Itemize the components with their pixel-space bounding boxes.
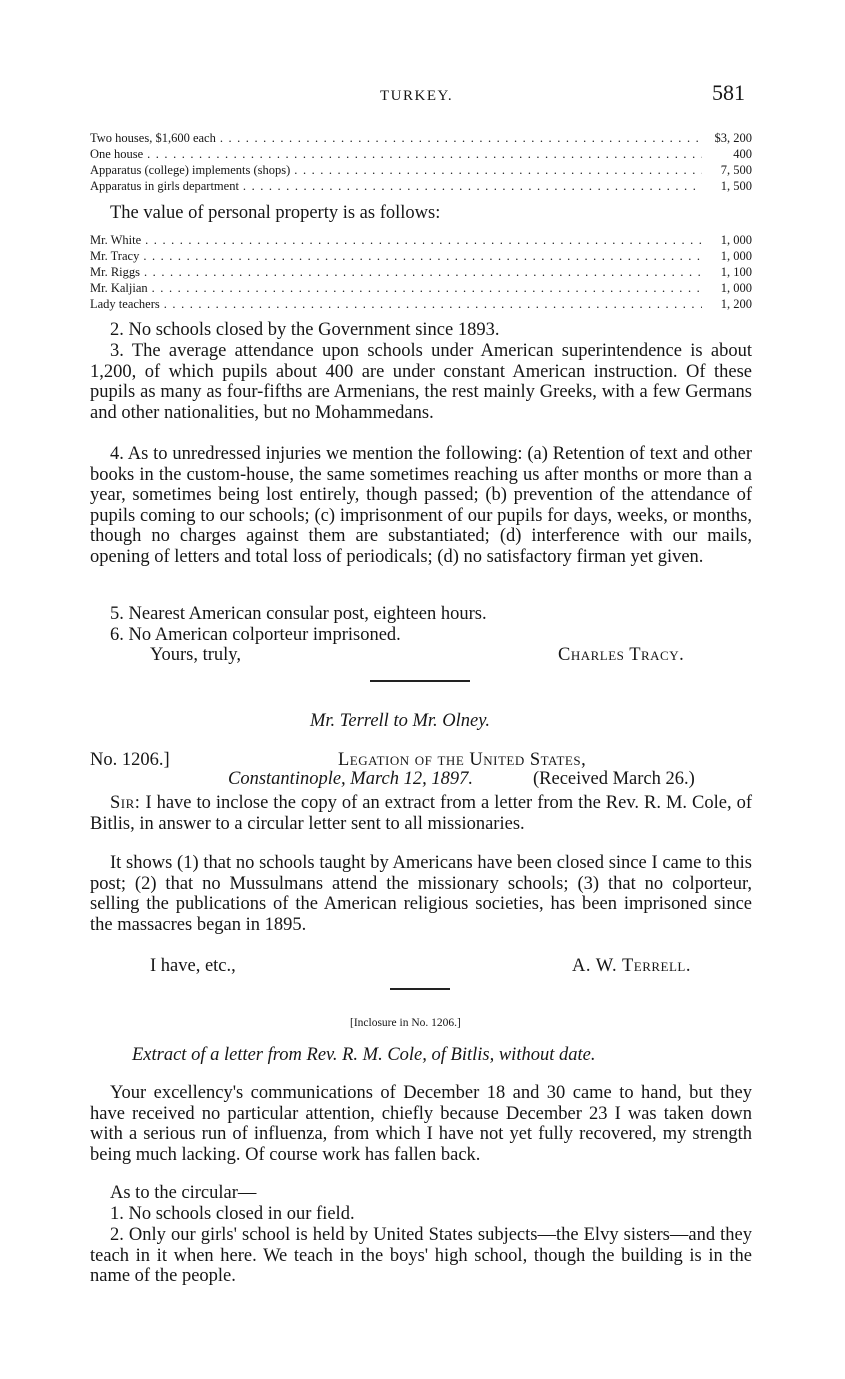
table-row — [90, 264, 752, 280]
signature: A. W. Terrell. — [572, 956, 691, 976]
row-amount: 1, 000 — [720, 233, 752, 247]
paragraph: As to the circular— — [110, 1183, 257, 1203]
row-amount: 1, 200 — [720, 297, 752, 311]
table-row — [90, 232, 752, 248]
extract-heading: Extract of a letter from Rev. R. M. Cole, of Bitlis, without date. — [132, 1045, 596, 1065]
table-row — [90, 162, 752, 178]
paragraph: Sir: I have to inclose the copy of an extract from a letter from the Rev. R. M. Cole, of Bitlis, in answer to a circular letter sent to all missionaries. — [90, 793, 753, 834]
received-date: (Received March 26.) — [533, 769, 695, 789]
row-label: Apparatus in girls department — [90, 179, 239, 193]
paragraph: 6. No American colporteur imprisoned. — [110, 625, 401, 645]
letter-closing: Yours, truly, — [150, 645, 241, 665]
row-amount: 1, 500 — [720, 179, 752, 193]
salutation: Sir: — [110, 793, 141, 813]
paragraph: 3. The average attendance upon schools under American superintendence is about 1,200, of which pupils about 400 are under constant American instruction. Of these pupils as many as four-fifths are Armenians, the rest mainly Greeks, with a few Germans and other nationalities, but no Mohammedans. — [90, 341, 752, 423]
row-amount: 400 — [733, 147, 752, 161]
table-row — [90, 146, 752, 162]
dispatch-number: No. 1206.] — [90, 750, 170, 770]
row-label: Apparatus (college) implements (shops) — [90, 163, 291, 177]
paragraph: It shows (1) that no schools taught by Americans have been closed since I came to this post; (2) that no Mussulmans attend the missionary schools; (3) that no colporteur, selling the publications of the American religious societies, has been imprisoned since the massacres began in 1895. — [90, 853, 752, 935]
paragraph: Your excellency's communications of December 18 and 30 came to hand, but they have received no particular attention, chiefly because December 23 I was taken down with a serious run of influenza, from which I have not yet fully recovered, my strength being much lacking. Of course work has fallen back. — [90, 1083, 752, 1165]
divider — [370, 680, 470, 682]
row-label: One house — [90, 147, 144, 161]
paragraph: 1. No schools closed in our field. — [110, 1204, 355, 1224]
divider — [390, 988, 450, 990]
table-row — [90, 248, 752, 264]
row-label: Mr. Kaljian — [90, 281, 148, 295]
row-label: Two houses, $1,600 each — [90, 131, 216, 145]
row-amount: 1, 000 — [720, 249, 752, 263]
table-row — [90, 280, 752, 296]
table-row — [90, 178, 752, 194]
row-amount: $3, 200 — [714, 131, 752, 145]
paragraph: 2. No schools closed by the Government since 1893. — [110, 320, 500, 340]
paragraph: 5. Nearest American consular post, eighteen hours. — [110, 604, 487, 624]
inclosure-label: [Inclosure in No. 1206.] — [350, 1017, 461, 1029]
running-head: TURKEY. — [380, 88, 454, 104]
row-label: Mr. White — [90, 233, 142, 247]
signature: Charles Tracy. — [558, 645, 685, 665]
legation-line: Legation of the United States, — [338, 750, 587, 770]
row-label: Lady teachers — [90, 297, 160, 311]
row-label: Mr. Tracy — [90, 249, 140, 263]
place-date: Constantinople, March 12, 1897. — [228, 769, 473, 789]
letter-closing: I have, etc., — [150, 956, 236, 976]
row-amount: 7, 500 — [720, 163, 752, 177]
row-amount: 1, 000 — [720, 281, 752, 295]
table-row — [90, 130, 752, 146]
row-label: Mr. Riggs — [90, 265, 141, 279]
table-row — [90, 296, 752, 312]
letter-heading: Mr. Terrell to Mr. Olney. — [310, 711, 491, 731]
paragraph: 2. Only our girls' school is held by United States subjects—the Elvy sisters—and they teach in it when here. We teach in the boys' high school, though the building is in the name of the people. — [90, 1225, 752, 1287]
paragraph: 4. As to unredressed injuries we mention the following: (a) Retention of text and other books in the custom-house, the same sometimes reaching us after months or more than a year, sometimes being lost entirely, though passed; (b) prevention of the attendance of pupils coming to our schools; (c) imprisonment of our pupils for days, weeks, or months, though no charges against them are substantiated; (d) interference with our mails, opening of letters and total loss of periodicals; (d) no satisfactory firman yet given. — [90, 444, 752, 567]
row-amount: 1, 100 — [720, 265, 752, 279]
personal-property-intro: The value of personal property is as follows: — [110, 203, 441, 223]
page-number: 581 — [712, 80, 745, 105]
